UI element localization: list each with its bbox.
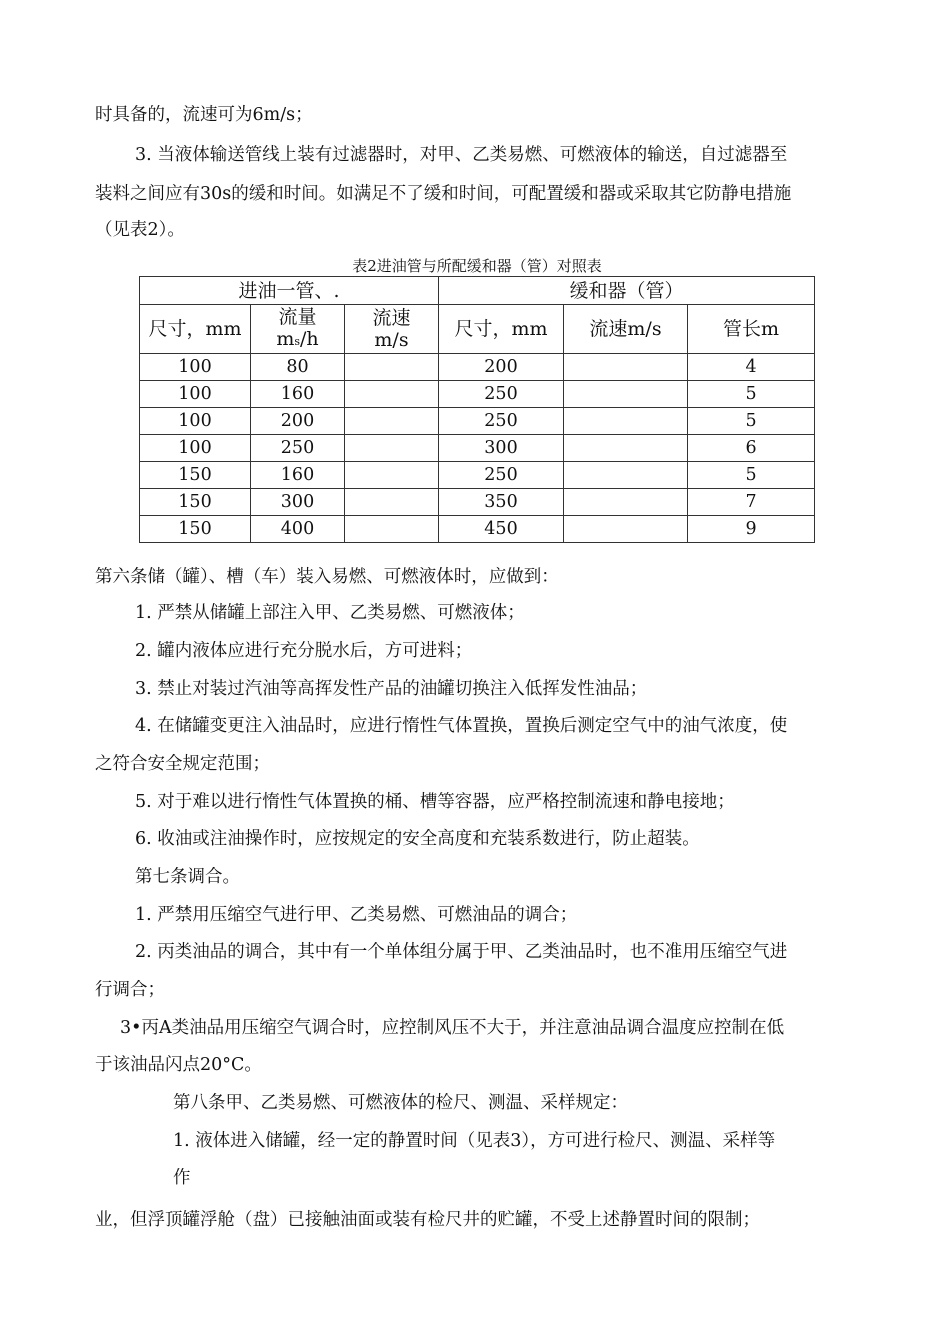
table-row [140, 408, 815, 435]
table-cell: 6 [688, 435, 815, 462]
table-cell: 100 [140, 435, 251, 462]
table-cell [564, 435, 688, 462]
table-cell: 100 [140, 354, 251, 381]
header-size-inlet: 尺寸，mm [140, 305, 251, 354]
paragraph-line: （见表2）。 [95, 220, 185, 240]
header-speed-buffer: 流速m/s [564, 305, 688, 354]
table-cell: 150 [140, 462, 251, 489]
list-item: 6. 收油或注油操作时，应按规定的安全高度和充装系数进行，防止超装。 [135, 829, 700, 849]
header-size-buffer: 尺寸，mm [439, 305, 564, 354]
table-cell: 200 [251, 408, 345, 435]
table-cell: 150 [140, 516, 251, 543]
list-item: 2. 丙类油品的调合，其中有一个单体组分属于甲、乙类油品时，也不准用压缩空气进 [135, 942, 788, 962]
table-cell [564, 462, 688, 489]
list-item-continuation: 业，但浮顶罐浮舱（盘）已接触油面或装有检尺井的贮罐，不受上述静置时间的限制； [95, 1210, 760, 1230]
list-item: 1. 严禁从储罐上部注入甲、乙类易燃、可燃液体； [135, 603, 525, 623]
table-cell: 200 [439, 354, 564, 381]
list-item: 1. 液体进入储罐，经一定的静置时间（见表3），方可进行检尺、测温、采样等 [173, 1131, 776, 1151]
list-item: 4. 在储罐变更注入油品时，应进行惰性气体置换，置换后测定空气中的油气浓度，使 [135, 716, 788, 736]
paragraph-line: 装料之间应有30s的缓和时间。如满足不了缓和时间，可配置缓和器或采取其它防静电措施 [95, 184, 792, 204]
list-item: 1. 严禁用压缩空气进行甲、乙类易燃、可燃油品的调合； [135, 905, 578, 925]
table-row [140, 489, 815, 516]
table-cell: 100 [140, 408, 251, 435]
table-cell [345, 408, 439, 435]
table-cell: 450 [439, 516, 564, 543]
table-cell [564, 489, 688, 516]
table-cell: 160 [251, 381, 345, 408]
list-item: 5. 对于难以进行惰性气体置换的桶、槽等容器，应严格控制流速和静电接地； [135, 792, 735, 812]
table-cell: 9 [688, 516, 815, 543]
table-cell: 100 [140, 381, 251, 408]
table-cell [345, 381, 439, 408]
table-cell: 300 [439, 435, 564, 462]
header-flow-unit [251, 328, 344, 353]
header-speed-inlet [345, 305, 439, 354]
table-cell [564, 408, 688, 435]
comparison-table [139, 276, 815, 543]
header-speed-label: 流速 [372, 307, 411, 329]
table-cell: 5 [688, 462, 815, 489]
header-flow-label: 流量 [278, 305, 317, 328]
table-cell: 5 [688, 381, 815, 408]
table-cell [564, 354, 688, 381]
header-flow [251, 305, 345, 354]
header-length: 管长m [688, 305, 815, 354]
article-heading: 第六条储（罐）、槽（车）装入易燃、可燃液体时，应做到： [95, 567, 559, 587]
table-cell: 4 [688, 354, 815, 381]
list-item: 3•丙A类油品用压缩空气调合时，应控制风压不大于，并注意油品调合温度应控制在低 [120, 1018, 785, 1038]
table-cell: 250 [439, 462, 564, 489]
paragraph-line: 时具备的，流速可为6m/s； [95, 105, 313, 125]
table-cell [345, 435, 439, 462]
article-heading: 第八条甲、乙类易燃、可燃液体的检尺、测温、采样规定： [173, 1093, 628, 1113]
list-item: 3. 禁止对装过汽油等高挥发性产品的油罐切换注入低挥发性油品； [135, 679, 648, 699]
list-item-continuation: 行调合； [95, 980, 165, 1000]
table-row [140, 462, 815, 489]
list-item-continuation: 于该油品闪点20°C。 [95, 1055, 262, 1075]
table-cell: 7 [688, 489, 815, 516]
table-cell: 80 [251, 354, 345, 381]
table-caption: 表2进油管与所配缓和器（管）对照表 [352, 257, 602, 275]
table-cell: 150 [140, 489, 251, 516]
table-row [140, 435, 815, 462]
table-cell [345, 489, 439, 516]
flow-unit-m: m [276, 327, 295, 350]
article-heading: 第七条调合。 [135, 867, 240, 887]
paragraph-line: 3. 当液体输送管线上装有过滤器时，对甲、乙类易燃、可燃液体的输送，自过滤器至 [135, 145, 788, 165]
list-item-continuation: 作 [173, 1168, 191, 1188]
table-cell [564, 381, 688, 408]
table-cell: 250 [251, 435, 345, 462]
table-row [140, 381, 815, 408]
group-header-buffer: 缓和器（管） [439, 277, 815, 305]
table-cell: 300 [251, 489, 345, 516]
table-cell [345, 462, 439, 489]
table-cell: 250 [439, 381, 564, 408]
header-speed-unit: m/s [374, 329, 409, 351]
table-cell [345, 354, 439, 381]
table-cell [345, 516, 439, 543]
table-cell: 5 [688, 408, 815, 435]
list-item-continuation: 之符合安全规定范围； [95, 754, 270, 774]
table-row [140, 354, 815, 381]
group-header-inlet-pipe: 进油一管、. [140, 277, 439, 305]
table-cell [564, 516, 688, 543]
table-row [140, 516, 815, 543]
flow-unit-sub: s [294, 334, 301, 348]
list-item: 2. 罐内液体应进行充分脱水后，方可进料； [135, 641, 473, 661]
table-cell: 350 [439, 489, 564, 516]
table-cell: 160 [251, 462, 345, 489]
table-cell: 400 [251, 516, 345, 543]
table-cell: 250 [439, 408, 564, 435]
flow-unit-h: /h [300, 327, 319, 350]
